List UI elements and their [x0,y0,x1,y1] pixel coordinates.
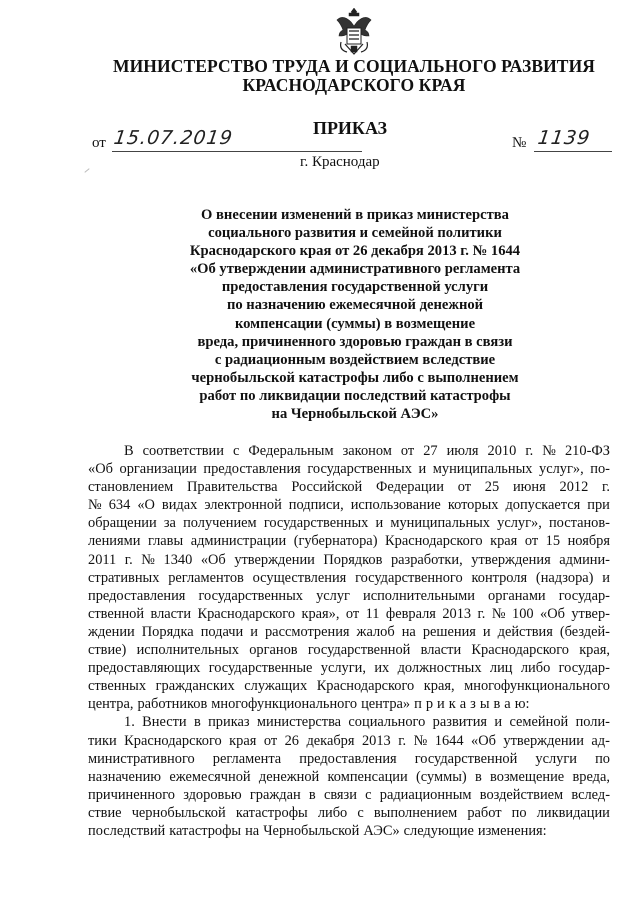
body-line: центра, работников многофункционального центра» п р и к а з ы в а ю: [88,696,530,713]
body-line: ственной власти Краснодарского края», от 11 февраля 2013 г. № 100 «Об утвер- [88,605,610,622]
subject-line: вреда, причиненного здоровью граждан в связи [197,333,513,350]
body-line: министративного регламента предоставления государственной услуги по [88,750,610,767]
ministry-line-2: КРАСНОДАРСКОГО КРАЯ [242,75,466,95]
body-line: предоставляющих государственные услуги, их должностных лиц либо государ- [88,660,610,677]
body-line: предоставления государственных услуг исполнительными органами государ- [88,587,610,604]
body-line: ственных гражданских служащих Краснодарского края, многофункционального [88,678,610,695]
subject-line: О внесении изменений в приказ министерства [201,207,509,223]
body-line: назначению ежемесячной денежной компенсации (суммы) в возмещение вреда, [88,768,610,785]
subject-line: социального развития и семейной политики [208,225,502,242]
number-label: № [512,135,527,151]
subject-line: компенсации (суммы) в возмещение [234,315,476,332]
subject-line: с радиационным воздействием вследствие [214,351,496,368]
subject-line: чернобыльской катастрофы либо с выполнением [191,369,519,386]
date-label: от [92,135,106,151]
document-type: ПРИКАЗ [312,118,388,138]
subject-line: на Чернобыльской АЭС» [271,406,439,423]
number-field [512,129,612,153]
body-line: становлением Правительства Российской Федерации от 25 июня 2012 г. [88,479,610,496]
ministry-line-1: МИНИСТЕРСТВО ТРУДА И СОЦИАЛЬНОГО РАЗВИТИЯ [112,56,596,76]
subject-line: Краснодарского края от 26 декабря 2013 г. № 1644 [189,243,521,260]
subject-line: «Об утверждении административного регламента [189,261,521,278]
body-line: ствие) исполнительных органов государственной власти Краснодарского края, [88,642,610,659]
body-line: «Об организации предоставления государственных и муниципальных услуг», по- [88,461,610,478]
body-line: последствий катастрофы на Чернобыльской АЭС» следующие изменения: [88,822,547,839]
date-field [92,129,272,153]
body-line: 2011 г. № 1340 «Об утверждении Порядков разработки, утверждения админи- [88,551,610,568]
order-subject [150,206,560,423]
order-body [88,442,610,840]
subject-line: по назначению ежемесячной денежной [226,297,484,314]
body-line: ствие чернобыльской катастрофы либо с выполнением работ по ликвидации [88,804,610,821]
number-value: 1139 [536,127,592,149]
date-value: 15.07.2019 [112,127,235,149]
body-line: тики Краснодарского края от 26 декабря 2013 г. № 1644 «Об утверждении ад- [88,732,610,749]
date-underline [112,151,362,152]
number-underline [534,151,612,152]
subject-line: предоставления государственной услуги [221,279,489,296]
body-line: 1. Внести в приказ министерства социального развития и семейной поли- [124,714,610,731]
coat-of-arms-icon [333,6,375,58]
body-line: стративных регламентов осуществления государственного контроля (надзора) и [88,569,610,586]
ministry-name [100,57,608,95]
body-line: ждении Порядка подачи и рассмотрения жалоб на решения и действия (бездей- [88,623,610,640]
city: г. Краснодар [300,154,380,170]
body-line: обращении за получением государственных и муниципальных услуг», постанов- [88,515,610,532]
scan-mark [84,168,89,173]
body-line: В соответствии с Федеральным законом от 27 июля 2010 г. № 210-ФЗ [124,443,610,459]
subject-line: работ по ликвидации последствий катастрофы [199,387,511,404]
body-line: лениями главы администрации (губернатора) Краснодарского края от 15 ноября [88,533,610,550]
body-line: № 634 «О видах электронной подписи, использование которых допускается при [88,497,610,514]
body-line: причиненного здоровью граждан в связи с радиационным воздействием вслед- [88,786,610,803]
